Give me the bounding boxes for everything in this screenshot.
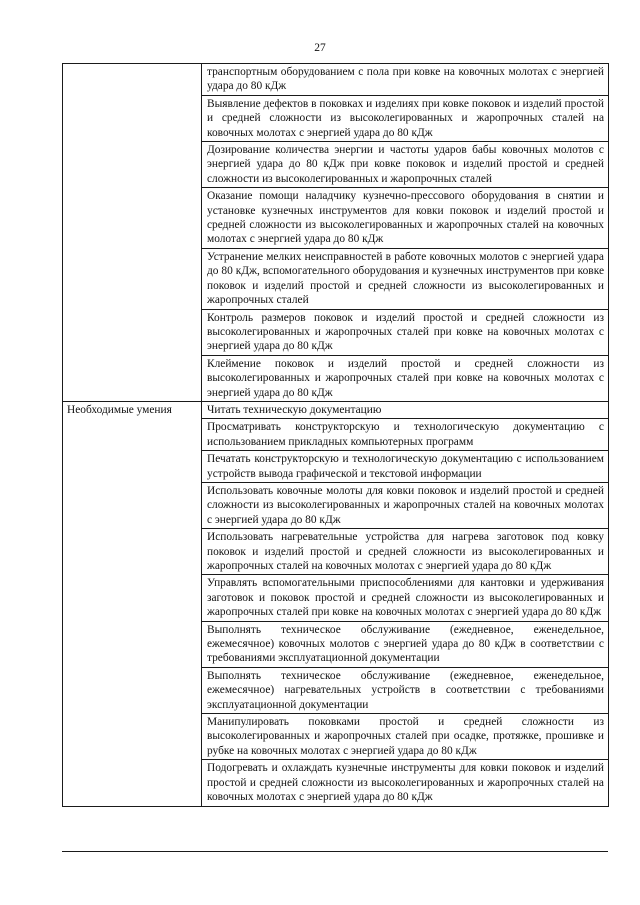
section-label-required-skills: Необходимые умения: [63, 401, 202, 806]
skill-item: Просматривать конструкторскую и технологическую документацию с использованием прикладных компьютерных программ: [202, 419, 609, 451]
skill-item: Выполнять техническое обслуживание (ежедневное, еженедельное, ежемесячное) ковочных молотов с энергией удара до 80 кДж в соответствии с требованиями эксплуатационной документации: [202, 621, 609, 667]
skill-item: Подогревать и охлаждать кузнечные инструменты для ковки поковок и изделий простой и средней сложности из высоколегированных и жаропрочных сталей на ковочных молотах с энергией удара до 80 кДж: [202, 760, 609, 806]
skill-item: Выполнять техническое обслуживание (ежедневное, еженедельное, ежемесячное) нагревательных устройств в соответствии с требованиями эксплуатационной документации: [202, 667, 609, 713]
skill-item: Использовать нагревательные устройства для нагрева заготовок под ковку поковок и изделий простой и средней сложности из высоколегированных и жаропрочных сталей на ковочных молотах с энергией удара до 80 кДж: [202, 529, 609, 575]
skill-item: Печатать конструкторскую и технологическую документацию с использованием устройств вывода графической и текстовой информации: [202, 451, 609, 483]
section-label-continued: [63, 64, 202, 402]
table-row: [63, 401, 609, 418]
labor-action-item: Оказание помощи наладчику кузнечно-прессового оборудования в снятии и установке кузнечных инструментов для ковки поковок и изделий простой и средней сложности из высоколегированных и жаропрочных сталей на ковочных молотах с энергией удара до 80 кДж: [202, 188, 609, 249]
labor-action-item: Дозирование количества энергии и частоты ударов бабы ковочных молотов с энергией удара до 80 кДж при ковке поковок и изделий простой и средней сложности из высоколегированных и жаропрочных сталей: [202, 142, 609, 188]
page-number: 27: [314, 42, 326, 54]
bottom-rule: [62, 851, 608, 852]
skill-item: Манипулировать поковками простой и средней сложности из высоколегированных и жаропрочных сталей при осадке, протяжке, прошивке и рубке на ковочных молотах с энергией удара до 80 кДж: [202, 714, 609, 760]
skill-item: Использовать ковочные молоты для ковки поковок и изделий простой и средней сложности из высоколегированных и жаропрочных сталей на ковочных молотах с энергией удара до 80 кДж: [202, 482, 609, 528]
skill-item: Управлять вспомогательными приспособлениями для кантовки и удерживания заготовок и поковок простой и средней сложности из высоколегированных и жаропрочных сталей при ковке на ковочных молотах с энергией удара до 80 кДж: [202, 575, 609, 621]
labor-action-item: Клеймение поковок и изделий простой и средней сложности из высоколегированных и жаропрочных сталей при ковке на ковочных молотах с энергией удара до 80 кДж: [202, 355, 609, 401]
labor-action-item: Выявление дефектов в поковках и изделиях при ковке поковок и изделий простой и средней сложности из высоколегированных и жаропрочных сталей на ковочных молотах с энергией удара до 80 кДж: [202, 95, 609, 141]
labor-action-item: Контроль размеров поковок и изделий простой и средней сложности из высоколегированных и жаропрочных сталей при ковке на ковочных молотах с энергией удара до 80 кДж: [202, 309, 609, 355]
table-row: [63, 64, 609, 96]
labor-action-item: транспортным оборудованием с пола при ковке на ковочных молотах с энергией удара до 80 кДж: [202, 64, 609, 96]
labor-action-item: Устранение мелких неисправностей в работе ковочных молотов с энергией удара до 80 кДж, вспомогательного оборудования и кузнечных инструментов при ковке поковок и изделий простой и средней сложности из высоколегированных и жаропрочных сталей: [202, 248, 609, 309]
labor-functions-table: [62, 63, 609, 807]
skill-item: Читать техническую документацию: [202, 401, 609, 418]
